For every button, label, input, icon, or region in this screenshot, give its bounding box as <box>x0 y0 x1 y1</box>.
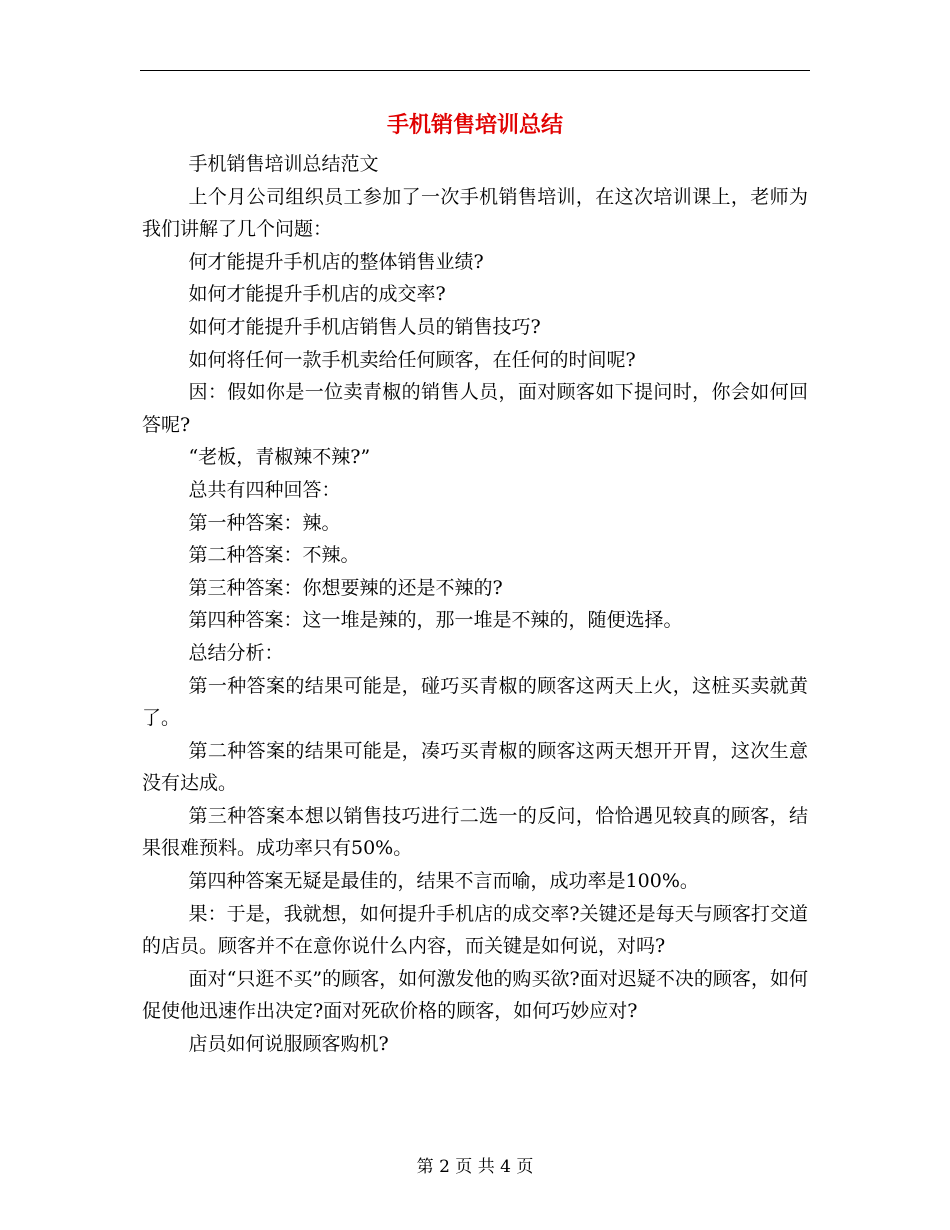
paragraph: 果：于是，我就想，如何提升手机店的成交率?关键还是每天与顾客打交道的店员。顾客并不在意你说什么内容，而关键是如何说，对吗? <box>142 902 808 958</box>
paragraph: 第四种答案：这一堆是辣的，那一堆是不辣的，随便选择。 <box>188 609 683 632</box>
paragraph: 第二种答案：不辣。 <box>188 544 360 567</box>
paragraph: 如何才能提升手机店的成交率? <box>188 283 446 306</box>
page-footer: 第 2 页 共 4 页 <box>416 1157 534 1177</box>
paragraph: 第四种答案无疑是最佳的，结果不言而喻，成功率是100%。 <box>188 870 699 893</box>
paragraph: 第二种答案的结果可能是，凑巧买青椒的顾客这两天想开开胃，这次生意没有达成。 <box>142 739 808 795</box>
header-rule <box>140 70 810 71</box>
paragraph: 第一种答案的结果可能是，碰巧买青椒的顾客这两天上火，这桩买卖就黄了。 <box>142 674 808 730</box>
paragraph: 何才能提升手机店的整体销售业绩? <box>188 250 484 273</box>
paragraph: 第三种答案本想以销售技巧进行二选一的反问，恰恰遇见较真的顾客，结果很难预料。成功率只有50%。 <box>142 804 808 860</box>
document-title: 手机销售培训总结 <box>386 112 563 138</box>
paragraph: 第三种答案：你想要辣的还是不辣的? <box>188 576 503 599</box>
paragraph: 上个月公司组织员工参加了一次手机销售培训，在这次培训课上，老师为我们讲解了几个问题： <box>142 185 808 241</box>
paragraph: 如何将任何一款手机卖给任何顾客，在任何的时间呢? <box>188 348 636 371</box>
paragraph: “老板，青椒辣不辣?” <box>188 446 371 469</box>
paragraph: 因：假如你是一位卖青椒的销售人员，面对顾客如下提问时，你会如何回答呢? <box>142 381 808 436</box>
paragraph: 店员如何说服顾客购机? <box>188 1033 389 1056</box>
paragraph: 面对“只逛不买”的顾客，如何激发他的购买欲?面对迟疑不决的顾客，如何促使他迅速作出决定?面对死砍价格的顾客，如何巧妙应对? <box>142 967 808 1023</box>
paragraph: 总共有四种回答： <box>188 478 341 501</box>
paragraph: 总结分析： <box>188 641 284 664</box>
paragraph: 手机销售培训总结范文 <box>188 153 379 175</box>
paragraph: 第一种答案：辣。 <box>188 511 341 534</box>
document-body <box>142 148 808 1061</box>
paragraph: 如何才能提升手机店销售人员的销售技巧? <box>188 315 541 338</box>
